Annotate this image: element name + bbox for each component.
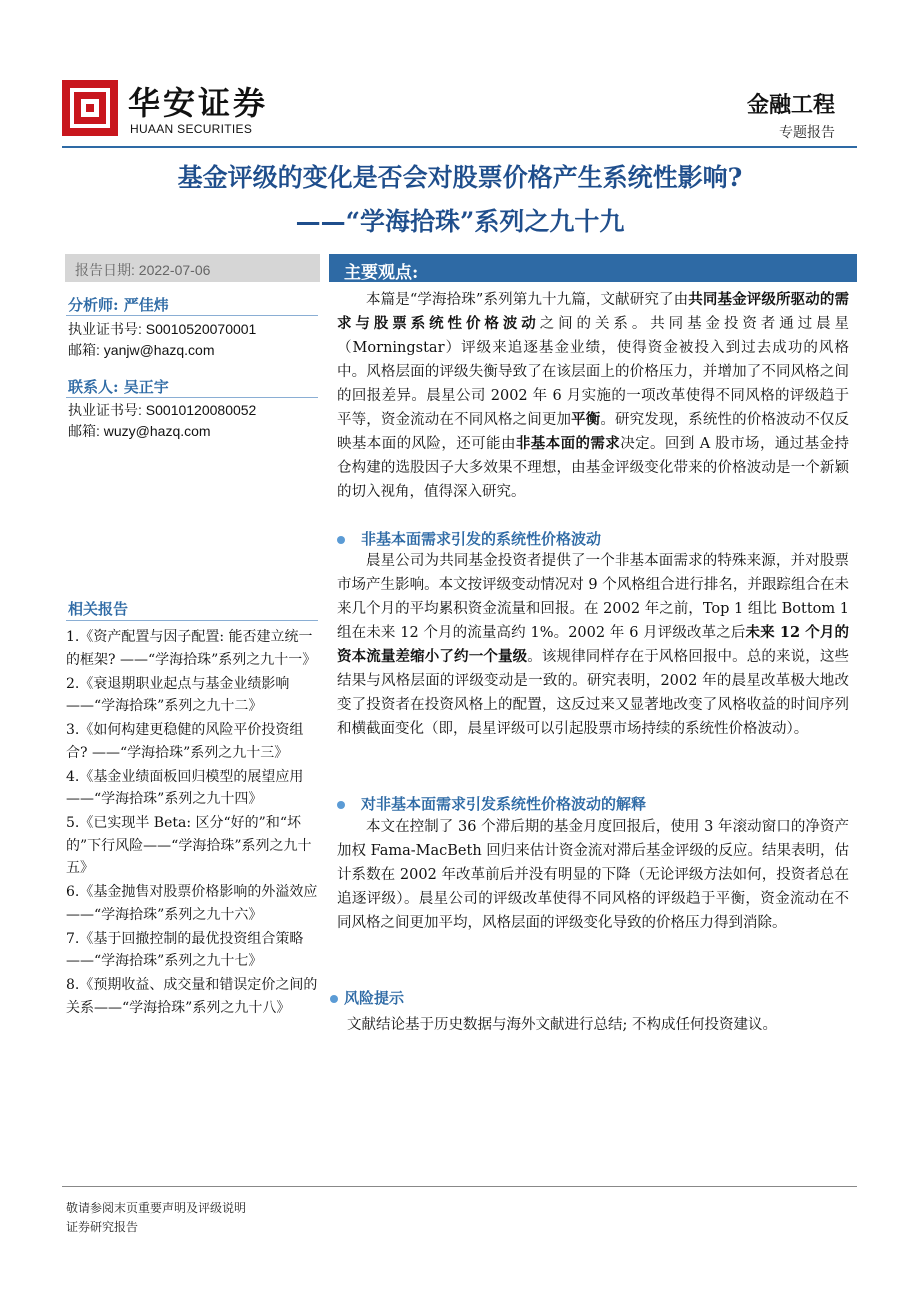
report-date: 报告日期: 2022-07-06 <box>65 254 320 282</box>
footer-divider <box>62 1186 857 1187</box>
footer-disclaimer: 敬请参阅末页重要声明及评级说明 <box>66 1201 247 1215</box>
contact-cert: 执业证书号: S0010120080052 <box>68 402 257 418</box>
related-reports-list <box>66 626 322 1021</box>
summary-paragraph: 本篇是“学海拾珠”系列第九十九篇，文献研究了由共同基金评级所驱动的需求与股票系统性价格波动之间的关系。共同基金投资者通过晨星（Morningstar）评级来追逐基金业绩，使得资金被投入到过去成功的风格中。风格层面的评级失衡导致了在该层面上的价格压力，并增加了不同风格之间的回报差异。晨星公司 2002 年 6 月实施的一项改革使得不同风格的评级趋于平等，资金流动在不同风格之间更加平衡。研究发现，系统性的价格波动不仅反映基本面的风险，还可能由非基本面的需求决定。回到 A 股市场，通过基金持仓构建的选股因子大多效果不理想，由基金评级变化带来的价格波动是一个新颖的切入视角，值得深入研究。 <box>337 291 850 500</box>
report-category: 金融工程 <box>746 92 835 118</box>
risk-heading: 风险提示 <box>330 987 404 1008</box>
related-report-item[interactable]: 1.《资产配置与因子配置: 能否建立统一的框架? ——“学海拾珠”系列之九十一》 <box>66 629 317 668</box>
contact-email[interactable]: 邮箱: wuzy@hazq.com <box>68 423 211 439</box>
analyst-cert: 执业证书号: S0010520070001 <box>68 321 257 337</box>
related-report-item[interactable]: 3.《如何构建更稳健的风险平价投资组合? ——“学海拾珠”系列之九十三》 <box>66 722 304 761</box>
main-view-title: 主要观点: <box>344 263 419 283</box>
analyst-email[interactable]: 邮箱: yanjw@hazq.com <box>68 342 215 358</box>
contact-name: 联系人: 吴正宇 <box>68 378 169 396</box>
logo-mark-icon <box>62 80 118 136</box>
main-view-bar <box>329 254 857 282</box>
related-report-item[interactable]: 4.《基金业绩面板回归模型的展望应用——“学海拾珠”系列之九十四》 <box>66 768 304 807</box>
logo-english-name: HUAAN SECURITIES <box>130 122 253 136</box>
company-logo <box>62 78 292 140</box>
related-reports-title: 相关报告 <box>68 600 129 618</box>
related-report-item[interactable]: 7.《基于回撤控制的最优投资组合策略——“学海拾珠”系列之九十七》 <box>66 930 304 969</box>
footer-report-label: 证券研究报告 <box>66 1220 139 1234</box>
bullet-icon <box>337 801 345 809</box>
report-subcategory: 专题报告 <box>779 125 835 141</box>
risk-text: 文献结论基于历史数据与海外文献进行总结; 不构成任何投资建议。 <box>347 1017 777 1033</box>
section-heading-1: 非基本面需求引发的系统性价格波动 <box>337 528 601 549</box>
bullet-icon <box>330 995 338 1003</box>
related-report-item[interactable]: 2.《衰退期职业起点与基金业绩影响——“学海拾珠”系列之九十二》 <box>66 675 290 714</box>
report-header <box>62 72 857 144</box>
section-1-paragraph: 晨星公司为共同基金投资者提供了一个非基本面需求的特殊来源，并对股票市场产生影响。本文按评级变动情况对 9 个风格组合进行排名，并跟踪组合在未来几个月的平均累积资金流量和回报。在 2002 年之前，Top 1 组比 Bottom 1 组在未来 12 个月的流量高约 1%。2002 年 6 月评级改革之后未来 12 个月的资本流量差缩小了约一个量级。该规律同样存在于风格回报中。总的来说，这些结果与风格层面的评级变动是一致的。研究表明，2002 年的晨星改革极大地改变了投资者在投资风格上的配置，这反过来又显著地改变了风格收益的时间序列和横截面变化（即，晨星评级可以引起股票市场持续的系统性价格波动）。 <box>337 553 850 737</box>
related-report-item[interactable]: 6.《基金抛售对股票价格影响的外溢效应——“学海拾珠”系列之九十六》 <box>66 884 318 923</box>
section-2-paragraph: 本文在控制了 36 个滞后期的基金月度回报后，使用 3 年滚动窗口的净资产加权 Fama-MacBeth 回归来估计资金流对滞后基金评级的反应。结果表明，估计系数在 2002 年改革前后并没有明显的下降（无论评级方法如何，投资者总在追逐评级）。晨星公司的评级改革使得不同风格的评级趋于平衡，资金流动在不同风格之间更加平均，风格层面的评级变化导致的价格压力得到消除。 <box>337 819 849 931</box>
related-divider <box>66 620 318 621</box>
logo-chinese-name: 华安证券 <box>128 84 269 122</box>
analyst-name: 分析师: 严佳炜 <box>68 296 169 314</box>
contact-divider <box>66 397 318 398</box>
bullet-icon <box>337 536 345 544</box>
analyst-divider <box>66 315 318 316</box>
report-title: 基金评级的变化是否会对股票价格产生系统性影响? <box>177 163 743 192</box>
related-report-item[interactable]: 5.《已实现半 Beta: 区分“好的”和“坏的”下行风险——“学海拾珠”系列之九十五》 <box>66 815 312 876</box>
report-subtitle: ——“学海拾珠”系列之九十九 <box>295 207 625 236</box>
section-heading-2: 对非基本面需求引发系统性价格波动的解释 <box>337 793 646 814</box>
header-divider <box>62 146 857 148</box>
related-report-item[interactable]: 8.《预期收益、成交量和错误定价之间的关系——“学海拾珠”系列之九十八》 <box>66 977 318 1016</box>
